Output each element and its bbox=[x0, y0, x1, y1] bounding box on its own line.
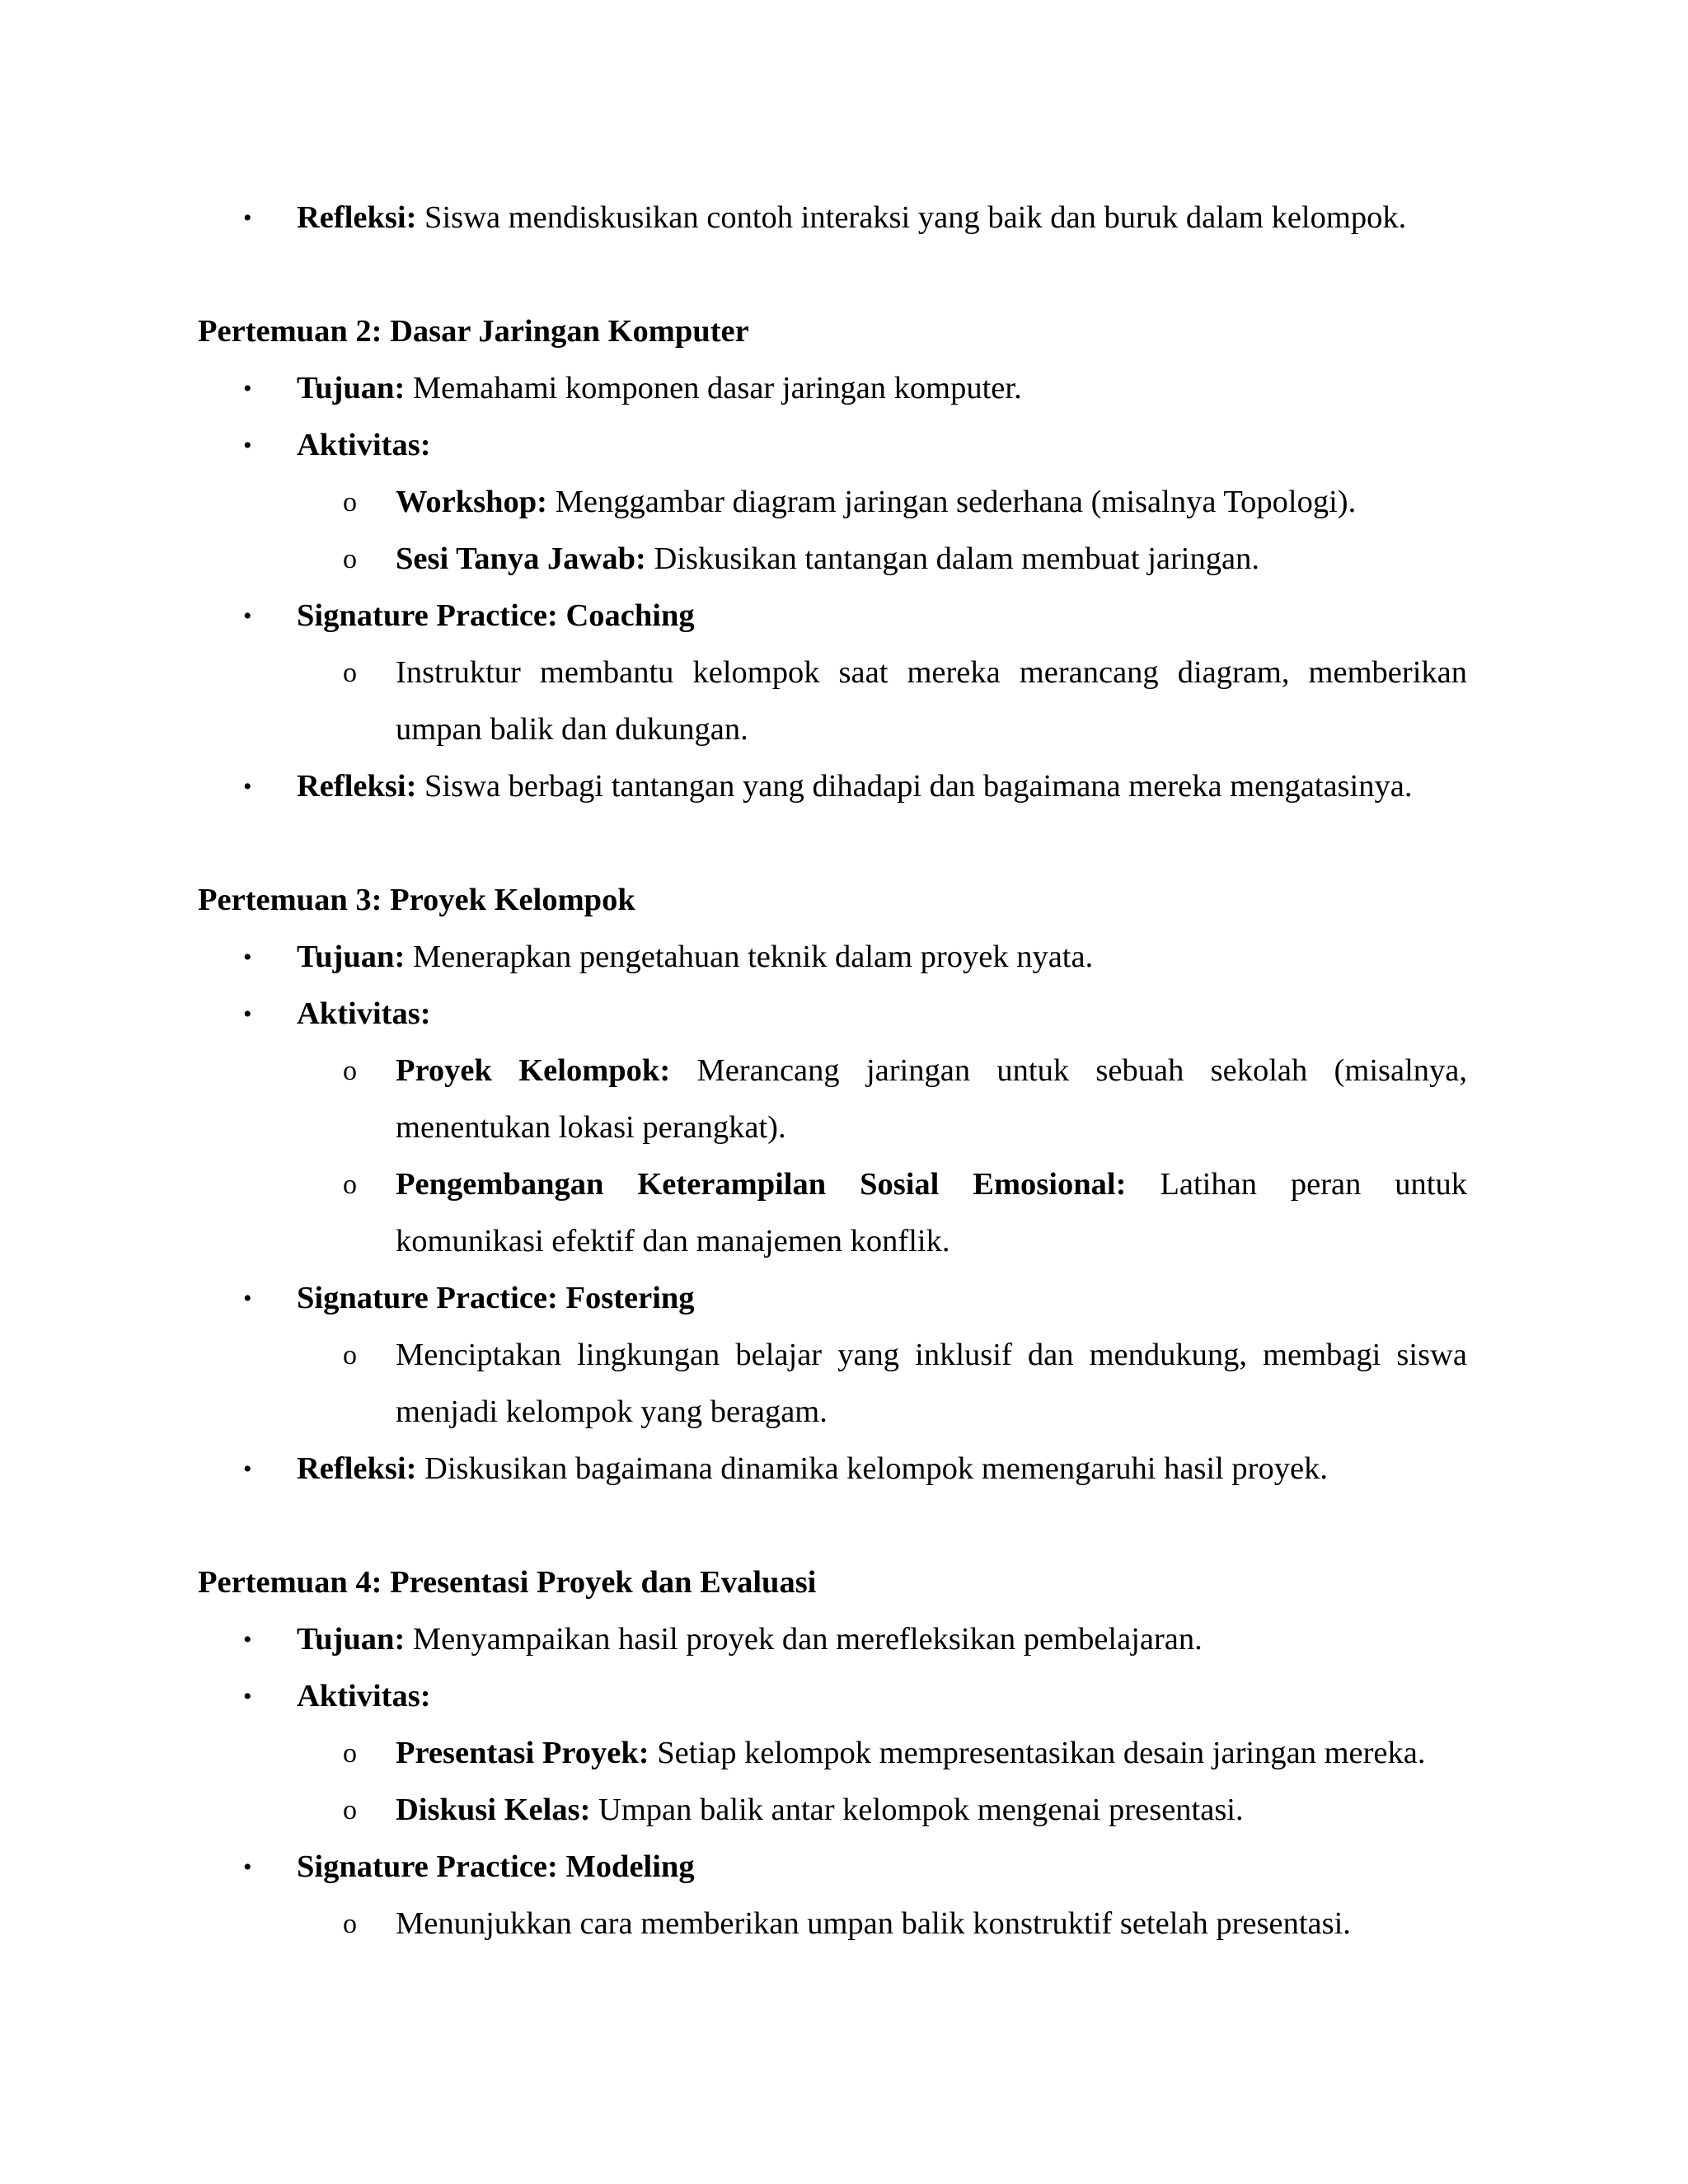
meeting4-activity-1 bbox=[198, 1725, 1467, 1782]
meeting4-practice-item bbox=[198, 1839, 1467, 1896]
goal-text: Menyampaikan hasil proyek dan merefleksikan pembelajaran. bbox=[412, 1622, 1203, 1657]
activity-label: Pengembangan Keterampilan Sosial Emosional: bbox=[396, 1167, 1127, 1202]
meeting3-activities-item bbox=[198, 986, 1467, 1043]
spacer bbox=[198, 815, 1467, 872]
meeting2-activity-2 bbox=[198, 531, 1467, 588]
circle-bullet-icon: o bbox=[343, 1340, 357, 1371]
meeting4-title: Pertemuan 4: Presentasi Proyek dan Evaluasi bbox=[198, 1565, 817, 1600]
circle-bullet-icon: o bbox=[343, 544, 357, 574]
circle-bullet-icon: o bbox=[343, 1169, 357, 1200]
meeting3-activity-2 bbox=[198, 1156, 1467, 1270]
bullet-icon: • bbox=[243, 773, 252, 800]
meeting3-activity-1 bbox=[198, 1043, 1467, 1156]
practice-label: Signature Practice: Modeling bbox=[297, 1849, 695, 1884]
meeting2-title: Pertemuan 2: Dasar Jaringan Komputer bbox=[198, 314, 749, 349]
activities-label: Aktivitas: bbox=[297, 996, 431, 1031]
activity-text: Umpan balik antar kelompok mengenai presentasi. bbox=[598, 1793, 1244, 1827]
bullet-icon: • bbox=[243, 1854, 252, 1881]
bullet-icon: • bbox=[243, 1001, 252, 1028]
goal-label: Tujuan: bbox=[297, 940, 406, 974]
meeting3-goal-item bbox=[198, 929, 1467, 986]
practice-label: Signature Practice: Coaching bbox=[297, 598, 695, 633]
bullet-icon: • bbox=[243, 432, 252, 459]
activity-label: Workshop: bbox=[396, 485, 548, 519]
practice-label: Signature Practice: Fostering bbox=[297, 1281, 695, 1315]
bullet-icon: • bbox=[243, 944, 252, 971]
intro-reflection-item bbox=[198, 190, 1467, 246]
spacer bbox=[198, 246, 1467, 303]
meeting2-goal-item bbox=[198, 360, 1467, 417]
activities-label: Aktivitas: bbox=[297, 428, 431, 462]
meeting3-practice-detail bbox=[198, 1327, 1467, 1441]
meeting3-title: Pertemuan 3: Proyek Kelompok bbox=[198, 883, 635, 917]
activities-label: Aktivitas: bbox=[297, 1679, 431, 1713]
goal-label: Tujuan: bbox=[297, 371, 406, 405]
meeting4-activities-item bbox=[198, 1668, 1467, 1725]
meeting2-activities-item bbox=[198, 417, 1467, 474]
bullet-icon: • bbox=[243, 1626, 252, 1653]
reflection-text: Siswa berbagi tantangan yang dihadapi dan bagaimana mereka mengatasinya. bbox=[424, 769, 1413, 804]
goal-text: Menerapkan pengetahuan teknik dalam proyek nyata. bbox=[412, 940, 1094, 974]
bullet-icon: • bbox=[243, 602, 252, 630]
meeting3-reflection-item bbox=[198, 1441, 1467, 1497]
meeting2-activity-1 bbox=[198, 474, 1467, 531]
activity-label: Diskusi Kelas: bbox=[396, 1793, 591, 1827]
meeting3-practice-item bbox=[198, 1270, 1467, 1327]
bullet-icon: • bbox=[243, 204, 252, 232]
activity-text: Diskusikan tantangan dalam membuat jaringan. bbox=[654, 541, 1259, 576]
document-page bbox=[198, 190, 1467, 1952]
spacer bbox=[198, 1497, 1467, 1554]
circle-bullet-icon: o bbox=[343, 1795, 357, 1825]
meeting4-goal-item bbox=[198, 1611, 1467, 1668]
activity-text: Menggambar diagram jaringan sederhana (misalnya Topologi). bbox=[555, 485, 1357, 519]
circle-bullet-icon: o bbox=[343, 1738, 357, 1769]
circle-bullet-icon: o bbox=[343, 1056, 357, 1086]
practice-text: Menciptakan lingkungan belajar yang inklusif dan mendukung, membagi siswa menjadi kelompok yang beragam. bbox=[396, 1338, 1467, 1429]
circle-bullet-icon: o bbox=[343, 658, 357, 688]
goal-label: Tujuan: bbox=[297, 1622, 406, 1657]
reflection-label: Refleksi: bbox=[297, 1451, 417, 1486]
meeting2-reflection-item bbox=[198, 758, 1467, 815]
practice-text: Menunjukkan cara memberikan umpan balik konstruktif setelah presentasi. bbox=[396, 1906, 1351, 1941]
activity-text: Merancang jaringan untuk sebuah sekolah (misalnya, menentukan lokasi perangkat). bbox=[396, 1053, 1467, 1145]
reflection-text: Diskusikan bagaimana dinamika kelompok memengaruhi hasil proyek. bbox=[424, 1451, 1328, 1486]
practice-text: Instruktur membantu kelompok saat mereka merancang diagram, memberikan umpan balik dan dukungan. bbox=[396, 655, 1467, 747]
intro-reflection-text: Siswa mendiskusikan contoh interaksi yang baik dan buruk dalam kelompok. bbox=[424, 200, 1407, 235]
activity-label: Presentasi Proyek: bbox=[396, 1736, 649, 1770]
activity-label: Sesi Tanya Jawab: bbox=[396, 541, 646, 576]
bullet-icon: • bbox=[243, 1683, 252, 1710]
bullet-icon: • bbox=[243, 1455, 252, 1483]
intro-reflection-label: Refleksi: bbox=[297, 200, 417, 235]
goal-text: Memahami komponen dasar jaringan komputer. bbox=[412, 371, 1022, 405]
circle-bullet-icon: o bbox=[343, 487, 357, 518]
reflection-label: Refleksi: bbox=[297, 769, 417, 804]
activity-text: Latihan peran untuk komunikasi efektif dan manajemen konflik. bbox=[396, 1167, 1467, 1258]
bullet-icon: • bbox=[243, 1285, 252, 1312]
activity-label: Proyek Kelompok: bbox=[396, 1053, 671, 1088]
activity-text: Setiap kelompok mempresentasikan desain jaringan mereka. bbox=[657, 1736, 1426, 1770]
meeting2-practice-item bbox=[198, 588, 1467, 644]
meeting2-practice-detail bbox=[198, 644, 1467, 758]
meeting4-practice-detail bbox=[198, 1896, 1467, 1952]
circle-bullet-icon: o bbox=[343, 1909, 357, 1939]
bullet-icon: • bbox=[243, 375, 252, 402]
meeting4-activity-2 bbox=[198, 1782, 1467, 1839]
